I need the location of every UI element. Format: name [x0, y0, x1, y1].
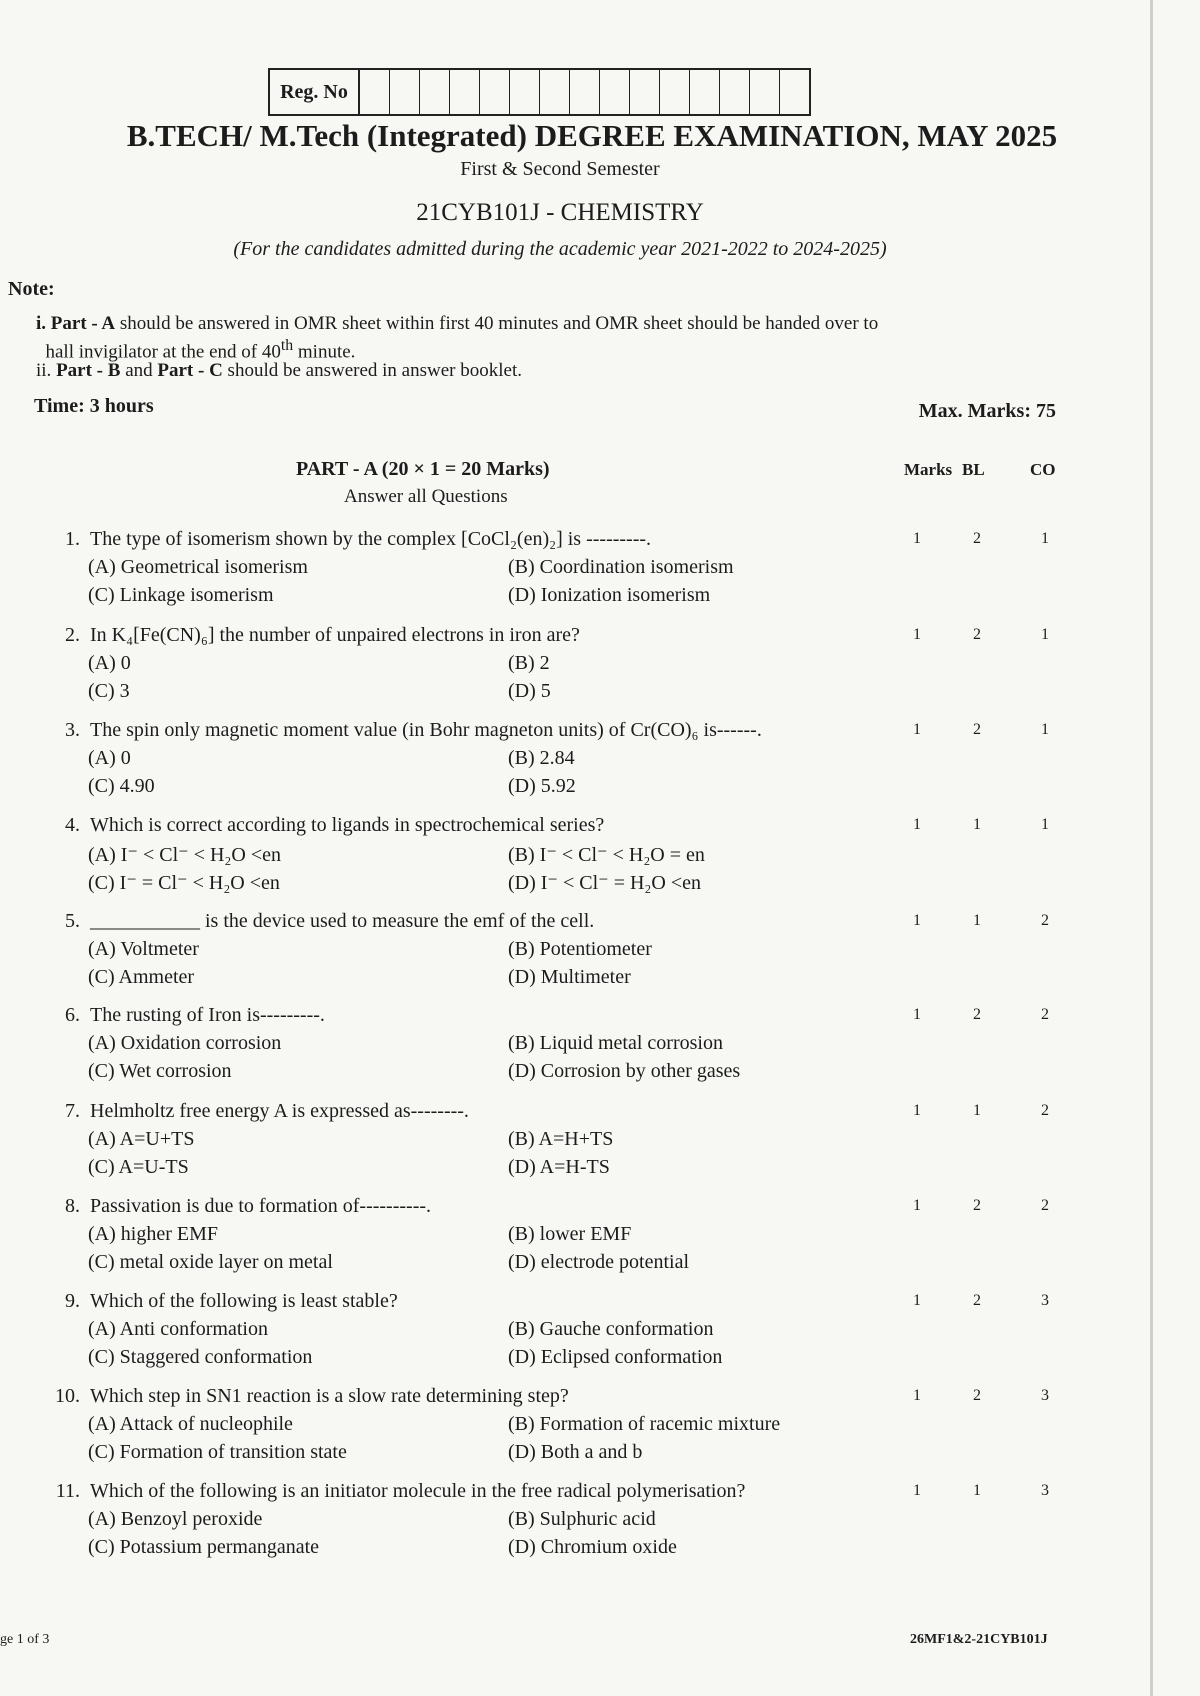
- option-d: (D) Corrosion by other gases: [508, 1060, 741, 1082]
- question-text: Which step in SN1 reaction is a slow rate determining step?: [90, 1385, 569, 1407]
- reg-no-cell: [750, 70, 780, 114]
- paper-code: 26MF1&2-21CYB101J: [910, 1632, 1048, 1647]
- question-bl: 2: [973, 721, 981, 738]
- reg-no-label: Reg. No: [270, 70, 360, 114]
- question-bl: 1: [973, 1482, 981, 1499]
- question-marks: 1: [913, 626, 921, 643]
- page-number: ge 1 of 3: [0, 1632, 50, 1647]
- question-co: 3: [1041, 1387, 1049, 1404]
- option-b: (B) Potentiometer: [508, 938, 652, 960]
- question-text: The spin only magnetic moment value (in Bohr magneton units) of Cr(CO)₆ is------.: [90, 719, 762, 741]
- reg-no-cell: [570, 70, 600, 114]
- option-b: (B) Gauche conformation: [508, 1318, 714, 1340]
- option-d: (D) Both a and b: [508, 1441, 643, 1463]
- question-text: Which is correct according to ligands in spectrochemical series?: [90, 814, 605, 836]
- option-d: (D) Eclipsed conformation: [508, 1346, 723, 1368]
- question-number: 5.: [65, 910, 80, 932]
- col-co: CO: [1030, 460, 1056, 479]
- course-title: 21CYB101J - CHEMISTRY: [416, 199, 704, 226]
- option-c: (C) Ammeter: [88, 966, 195, 988]
- question-marks: 1: [913, 1102, 921, 1119]
- option-b: (B) lower EMF: [508, 1223, 632, 1245]
- question-bl: 2: [973, 1197, 981, 1214]
- option-a: (A) Anti conformation: [88, 1318, 268, 1340]
- option-a: (A) Attack of nucleophile: [88, 1413, 293, 1435]
- option-c: (C) 3: [88, 680, 130, 702]
- question-marks: 1: [913, 912, 921, 929]
- question-co: 1: [1041, 626, 1049, 643]
- option-c: (C) Formation of transition state: [88, 1441, 347, 1463]
- question-bl: 2: [973, 1292, 981, 1309]
- option-a: (A) 0: [88, 652, 131, 674]
- option-c: (C) A=U-TS: [88, 1156, 189, 1178]
- question-marks: 1: [913, 1006, 921, 1023]
- question-bl: 1: [973, 912, 981, 929]
- option-d: (D) Chromium oxide: [508, 1536, 677, 1558]
- reg-no-cell: [510, 70, 540, 114]
- question-number: 4.: [65, 814, 80, 836]
- question-text: Passivation is due to formation of----------.: [90, 1195, 432, 1217]
- option-b: (B) Sulphuric acid: [508, 1508, 656, 1530]
- question-co: 2: [1041, 1006, 1049, 1023]
- option-c: (C) 4.90: [88, 775, 155, 797]
- question-co: 2: [1041, 1197, 1049, 1214]
- reg-no-cell: [690, 70, 720, 114]
- option-c: (C) Wet corrosion: [88, 1060, 232, 1082]
- option-a: (A) 0: [88, 747, 131, 769]
- question-text: In K₄[Fe(CN)₆] the number of unpaired electrons in iron are?: [90, 624, 580, 646]
- question-text: The rusting of Iron is---------.: [90, 1004, 325, 1026]
- reg-no-cell: [780, 70, 809, 114]
- option-a: (A) Voltmeter: [88, 938, 199, 960]
- option-d: (D) 5: [508, 680, 551, 702]
- admission-note: (For the candidates admitted during the academic year 2021-2022 to 2024-2025): [233, 238, 887, 260]
- option-b: (B) Liquid metal corrosion: [508, 1032, 723, 1054]
- note-label: Note:: [8, 278, 55, 300]
- question-bl: 2: [973, 530, 981, 547]
- option-a: (A) Benzoyl peroxide: [88, 1508, 263, 1530]
- reg-no-cell: [480, 70, 510, 114]
- question-number: 2.: [65, 624, 80, 646]
- question-marks: 1: [913, 530, 921, 547]
- option-d: (D) Multimeter: [508, 966, 631, 988]
- question-marks: 1: [913, 1197, 921, 1214]
- reg-no-cell: [660, 70, 690, 114]
- question-bl: 1: [973, 816, 981, 833]
- option-a: (A) Oxidation corrosion: [88, 1032, 282, 1054]
- part-a-subheading: Answer all Questions: [344, 486, 508, 507]
- reg-no-cell: [450, 70, 480, 114]
- question-number: 6.: [65, 1004, 80, 1026]
- page-edge: [1150, 0, 1153, 1696]
- question-text: Which of the following is least stable?: [90, 1290, 398, 1312]
- option-a: (A) A=U+TS: [88, 1128, 195, 1150]
- reg-no-cell: [600, 70, 630, 114]
- option-b: (B) Formation of racemic mixture: [508, 1413, 781, 1435]
- option-a: (A) higher EMF: [88, 1223, 218, 1245]
- reg-no-cells: [360, 70, 809, 114]
- reg-no-cell: [420, 70, 450, 114]
- time-allowed: Time: 3 hours: [34, 395, 154, 417]
- question-marks: 1: [913, 721, 921, 738]
- reg-no-cell: [720, 70, 750, 114]
- question-number: 1.: [65, 528, 80, 550]
- option-c: (C) I⁻ = Cl⁻ < H₂O <en: [88, 872, 280, 894]
- question-number: 8.: [65, 1195, 80, 1217]
- question-text: Helmholtz free energy A is expressed as--------.: [90, 1100, 469, 1122]
- option-b: (B) Coordination isomerism: [508, 556, 734, 578]
- question-co: 3: [1041, 1482, 1049, 1499]
- option-c: (C) Linkage isomerism: [88, 584, 274, 606]
- option-d: (D) 5.92: [508, 775, 576, 797]
- question-text: The type of isomerism shown by the complex [CoCl₂(en)₂] is ---------.: [90, 528, 652, 550]
- option-a: (A) I⁻ < Cl⁻ < H₂O <en: [88, 844, 282, 866]
- instruction-1: i. Part - A should be answered in OMR sheet within first 40 minutes and OMR sheet should be handed over to hall invigilator at the end of 40th minute.: [36, 313, 879, 363]
- question-number: 11.: [55, 1480, 80, 1502]
- part-a-heading: PART - A (20 × 1 = 20 Marks): [296, 458, 550, 480]
- question-number: 7.: [65, 1100, 80, 1122]
- question-number: 9.: [65, 1290, 80, 1312]
- option-b: (B) I⁻ < Cl⁻ < H₂O = en: [508, 844, 705, 866]
- question-marks: 1: [913, 1482, 921, 1499]
- option-d: (D) I⁻ < Cl⁻ = H₂O <en: [508, 872, 702, 894]
- question-text: ___________ is the device used to measure the emf of the cell.: [90, 910, 595, 932]
- question-co: 2: [1041, 912, 1049, 929]
- option-d: (D) A=H-TS: [508, 1156, 610, 1178]
- option-c: (C) Potassium permanganate: [88, 1536, 320, 1558]
- question-co: 1: [1041, 530, 1049, 547]
- question-bl: 2: [973, 1387, 981, 1404]
- question-marks: 1: [913, 1387, 921, 1404]
- question-number: 10.: [55, 1385, 80, 1407]
- question-number: 3.: [65, 719, 80, 741]
- question-bl: 2: [973, 626, 981, 643]
- col-marks: Marks: [904, 460, 953, 479]
- question-co: 2: [1041, 1102, 1049, 1119]
- option-a: (A) Geometrical isomerism: [88, 556, 308, 578]
- option-d: (D) electrode potential: [508, 1251, 690, 1273]
- reg-no-cell: [540, 70, 570, 114]
- question-text: Which of the following is an initiator molecule in the free radical polymerisation?: [90, 1480, 746, 1502]
- option-b: (B) 2: [508, 652, 550, 674]
- question-co: 1: [1041, 721, 1049, 738]
- question-marks: 1: [913, 1292, 921, 1309]
- option-d: (D) Ionization isomerism: [508, 584, 711, 606]
- question-co: 3: [1041, 1292, 1049, 1309]
- reg-no-cell: [390, 70, 420, 114]
- instruction-2: ii. Part - B and Part - C should be answered in answer booklet.: [36, 360, 522, 381]
- semester: First & Second Semester: [460, 158, 660, 180]
- question-bl: 2: [973, 1006, 981, 1023]
- reg-no-box: [268, 68, 811, 116]
- col-bl: BL: [962, 460, 985, 479]
- option-c: (C) metal oxide layer on metal: [88, 1251, 333, 1273]
- option-b: (B) A=H+TS: [508, 1128, 614, 1150]
- exam-title: B.TECH/ M.Tech (Integrated) DEGREE EXAMINATION, MAY 2025: [126, 118, 1058, 153]
- max-marks: Max. Marks: 75: [918, 400, 1056, 422]
- question-co: 1: [1041, 816, 1049, 833]
- reg-no-cell: [630, 70, 660, 114]
- option-c: (C) Staggered conformation: [88, 1346, 313, 1368]
- question-bl: 1: [973, 1102, 981, 1119]
- reg-no-cell: [360, 70, 390, 114]
- question-marks: 1: [913, 816, 921, 833]
- option-b: (B) 2.84: [508, 747, 575, 769]
